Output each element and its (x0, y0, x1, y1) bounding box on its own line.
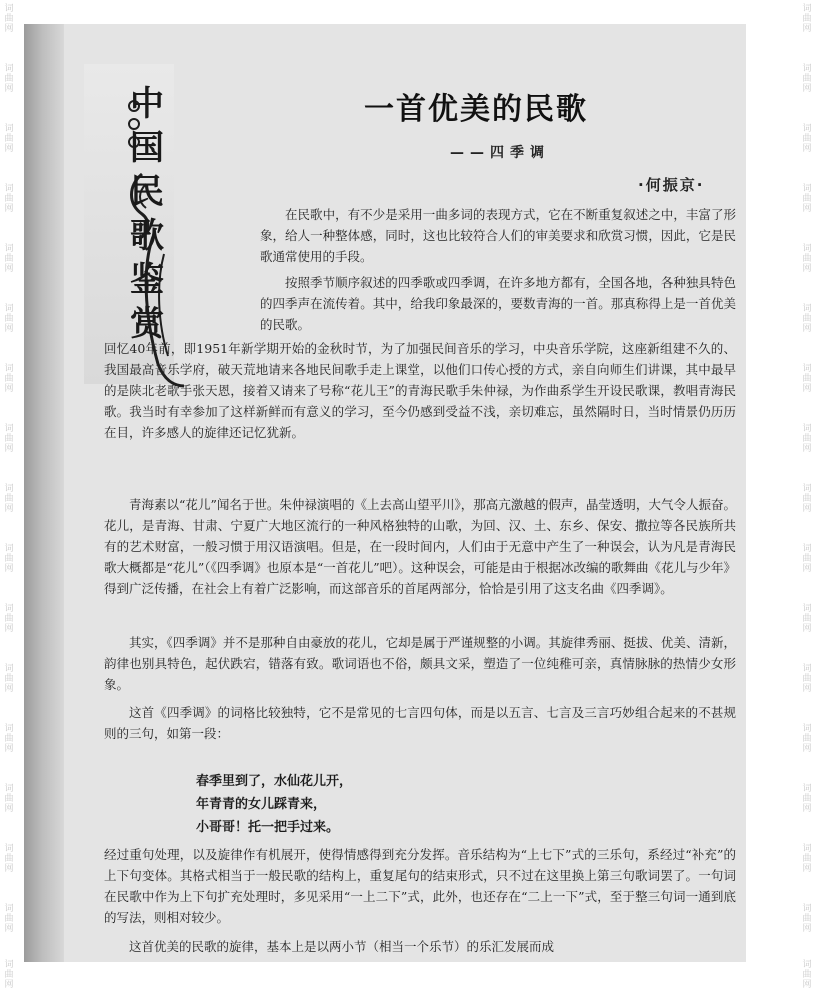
body-paragraph: 这首优美的民歌的旋律，基本上是以两小节（相当一个乐节）的乐汇发展而成 (129, 939, 555, 954)
poem-line: 春季里到了，水仙花儿开， (196, 774, 353, 789)
watermark-text: 词曲网 (4, 4, 14, 34)
watermark-text: 词曲网 (4, 604, 14, 634)
watermark-text: 词曲网 (802, 664, 812, 694)
poem-line: 小哥哥！托一把手过来。 (196, 820, 340, 835)
body-paragraph: 按照季节顺序叙述的四季歌或四季调，在许多地方都有，全国各地，各种独具特色的四季声在流传着。其中，给我印象最深的，要数青海的一首。那真称得上是一首优美的民歌。 (260, 275, 736, 332)
body-paragraph: 青海素以“花儿”闻名于世。朱仲禄演唱的《上去高山望平川》，那高亢激越的假声，晶莹透明，大气令人振奋。花儿，是青海、甘肃、宁夏广大地区流行的一种风格独特的山歌，为回、汉、土、东乡、保安、撒拉等各民族所共有的艺术财富，一般习惯于用汉语演唱。但是，在一段时间内，人们由于无意中产生了一种误会，认为凡是青海民歌大概都是“花儿”（《四季调》也原本是“一首花儿”吧）。这种误会，可能是由于根据冰改编的歌舞曲《花儿与少年》得到广泛传播，在社会上有着广泛影响，而这部音乐的首尾两部分，恰恰是引用了这支名曲《四季调》。 (104, 497, 736, 596)
watermark-text: 词曲网 (4, 484, 14, 514)
watermark-text: 词曲网 (4, 364, 14, 394)
watermark-text: 词曲网 (4, 124, 14, 154)
watermark-column-right (800, 0, 814, 988)
watermark-text: 词曲网 (4, 784, 14, 814)
watermark-text: 词曲网 (802, 960, 812, 990)
watermark-text: 词曲网 (4, 544, 14, 574)
poem-block (196, 770, 496, 839)
watermark-text: 词曲网 (4, 424, 14, 454)
page-spine-shadow (24, 24, 64, 962)
watermark-text: 词曲网 (802, 304, 812, 334)
watermark-text: 词曲网 (802, 724, 812, 754)
watermark-text: 词曲网 (802, 544, 812, 574)
body-paragraph: 经过重句处理，以及旋律作有机展开，使得情感得到充分发挥。音乐结构为“上七下”式的三乐句，系经过“补充”的上下句变体。其格式相当于一般民歌的结构上，重复尾句的结束形式，只不过在这里换上第三句歌词罢了。一句词在民歌中作为上下句扩充处理时，多见采用“一上二下”式，此外，也还存在“二上一下”式，至于整三句词一通到底的写法，则相对较少。 (104, 847, 736, 925)
watermark-text: 词曲网 (4, 184, 14, 214)
watermark-text: 词曲网 (4, 960, 14, 990)
watermark-text: 词曲网 (802, 244, 812, 274)
watermark-text: 词曲网 (4, 904, 14, 934)
watermark-text: 词曲网 (802, 904, 812, 934)
watermark-text: 词曲网 (802, 4, 812, 34)
watermark-text: 词曲网 (802, 184, 812, 214)
watermark-text: 词曲网 (4, 724, 14, 754)
watermark-text: 词曲网 (802, 784, 812, 814)
article-author: ·何振京· (638, 176, 705, 194)
body-paragraph: 其实，《四季调》并不是那种自由豪放的花儿，它却是属于严谨规整的小调。其旋律秀丽、挺拔、优美、清新，韵律也别具特色，起伏跌宕，错落有致。歌词语也不俗，颇具文采，塑造了一位纯稚可亲，真情脉脉的热情少女形象。 (104, 635, 736, 692)
watermark-text: 词曲网 (802, 484, 812, 514)
watermark-text: 词曲网 (4, 304, 14, 334)
watermark-text: 词曲网 (4, 664, 14, 694)
watermark-text: 词曲网 (802, 844, 812, 874)
article-title: 一首优美的民歌 (364, 92, 588, 127)
watermark-text: 词曲网 (802, 124, 812, 154)
watermark-column-left (2, 0, 16, 988)
watermark-text: 词曲网 (4, 844, 14, 874)
watermark-text: 词曲网 (4, 64, 14, 94)
article-subtitle: ——四季调 (450, 145, 550, 161)
watermark-text: 词曲网 (802, 604, 812, 634)
watermark-text: 词曲网 (4, 244, 14, 274)
series-title: 中国民歌鉴赏 (130, 84, 164, 344)
watermark-text: 词曲网 (802, 364, 812, 394)
poem-line: 年青青的女儿踩青来， (196, 797, 327, 812)
scanned-page (24, 24, 746, 962)
body-paragraph: 回忆40年前，即1951年新学期开始的金秋时节，为了加强民间音乐的学习，中央音乐学院，这座新组建不久的、我国最高音乐学府，破天荒地请来各地民间歌手走上课堂，以他们口传心授的方式，亲自向师生们讲课，其中最早的是陕北老歌手张天恩，接着又请来了号称“花儿王”的青海民歌手朱仲禄，为作曲系学生开设民歌课，教唱青海民歌。我当时有幸参加了这样新鲜而有意义的学习，至今仍感到受益不浅，亲切难忘，虽然隔时日，当时情景仍历历在目，许多感人的旋律还记忆犹新。 (104, 341, 736, 440)
watermark-text: 词曲网 (802, 424, 812, 454)
body-paragraph: 这首《四季调》的词格比较独特，它不是常见的七言四句体，而是以五言、七言及三言巧妙组合起来的不甚规则的三句，如第一段： (104, 705, 736, 741)
body-paragraph: 在民歌中，有不少是采用一曲多词的表现方式，它在不断重复叙述之中，丰富了形象，给人一种整体感，同时，这也比较符合人们的审美要求和欣赏习惯，因此，它是民歌通常使用的手段。 (260, 207, 736, 264)
watermark-text: 词曲网 (802, 64, 812, 94)
